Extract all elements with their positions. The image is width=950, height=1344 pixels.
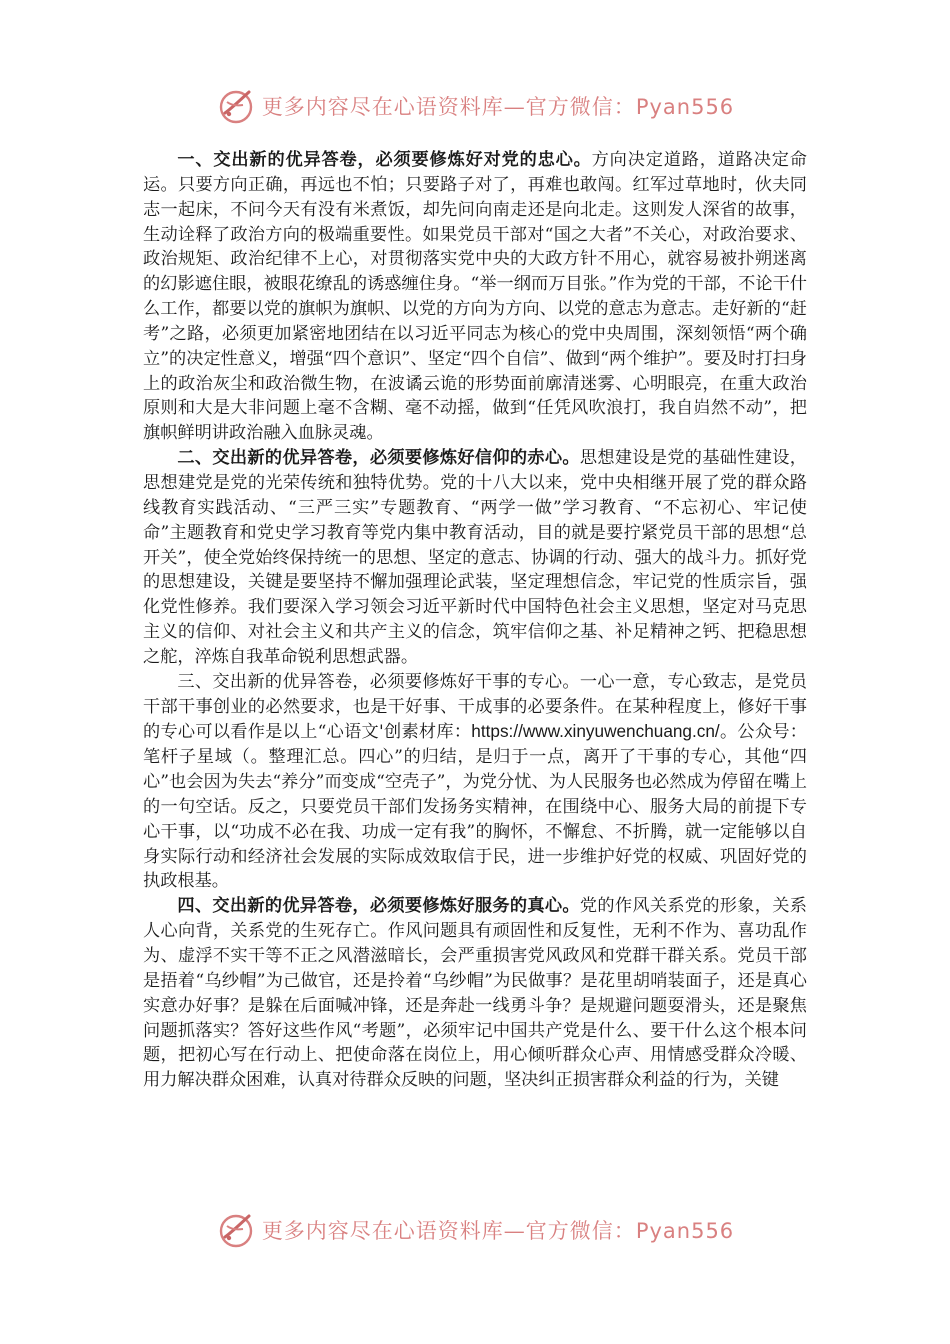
watermark-label: 更多内容尽在心语资料库—官方微信： bbox=[261, 1219, 636, 1243]
paragraph-3 bbox=[143, 670, 807, 895]
paragraph-4-body: 党的作风关系党的形象，关系人心向背，关系党的生死存亡。作风问题具有顽固性和反复性，无利不作为、喜功乱作为、虚浮不实干等不正之风潜滋暗长，会严重损害党风政风和党群干群关系。党员干部是捂着“乌纱帽”为己做官，还是拎着“乌纱帽”为民做事？是花里胡哨装面子，还是真心实意办好事？是躲在后面喊冲锋，还是奔赴一线勇斗争？是规避问题耍滑头，还是聚焦问题抓落实？答好这些作风“考题”，必须牢记中国共产党是什么、要干什么这个根本问题，把初心写在行动上、把使命落在岗位上，用心倾听群众心声、用情感受群众冷暖、用力解决群众困难，认真对待群众反映的问题，坚决纠正损害群众利益的行为，关键 bbox=[143, 896, 807, 1091]
paragraph-3-body-end: 。公众号：笔杆子星域（。整理汇总。四心”的归结，是归于一点，离开了干事的专心，其他“四心”也会因为失去“养分”而变成“空壳子”，为党分忧、为人民服务也必然成为停留在嘴上的一句空话。反之，只要党员干部们发扬务实精神，在围绕中心、服务大局的前提下专心干事，以“功成不必在我、功成一定有我”的胸怀，不懈怠、不折腾，就一定能够以自身实际行动和经济社会发展的实际成效取信于民，进一步维护好党的权威、巩固好党的执政根基。 bbox=[143, 722, 807, 892]
paragraph-1 bbox=[143, 148, 807, 446]
article-body bbox=[143, 148, 807, 1093]
watermark-text bbox=[262, 1215, 734, 1245]
paragraph-1-heading: 一、交出新的优异答卷，必须要修炼好对党的忠心。 bbox=[177, 150, 592, 170]
paragraph-4 bbox=[143, 894, 807, 1093]
pen-seal-icon bbox=[216, 86, 256, 126]
watermark-text bbox=[262, 91, 734, 121]
watermark-label: 更多内容尽在心语资料库—官方微信： bbox=[261, 95, 636, 119]
watermark-wechat-id: Pyan556 bbox=[635, 1219, 735, 1243]
header-watermark bbox=[0, 84, 950, 128]
footer-watermark bbox=[0, 1208, 950, 1252]
source-url-link[interactable]: https://www.xinyuwenchuang.cn/ bbox=[471, 721, 720, 742]
paragraph-2-heading: 二、交出新的优异答卷，必须要修炼好信仰的赤心。 bbox=[177, 448, 580, 469]
paragraph-4-heading: 四、交出新的优异答卷，必须要修炼好服务的真心。 bbox=[177, 896, 580, 917]
watermark-wechat-id: Pyan556 bbox=[635, 95, 735, 119]
paragraph-2 bbox=[143, 446, 807, 670]
paragraph-2-body: 思想建设是党的基础性建设，思想建党是党的光荣传统和独特优势。党的十八大以来，党中央相继开展了党的群众路线教育实践活动、“三严三实”专题教育、“两学一做”学习教育、“不忘初心、牢记使命”主题教育和党史学习教育等党内集中教育活动，目的就是要拧紧党员干部的思想“总开关”，使全党始终保持统一的思想、坚定的意志、协调的行动、强大的战斗力。抓好党的思想建设，关键是要坚持不懈加强理论武装，坚定理想信念，牢记党的性质宗旨，强化党性修养。我们要深入学习领会习近平新时代中国特色社会主义思想，坚定对马克思主义的信仰、对社会主义和共产主义的信念，筑牢信仰之基、补足精神之钙、把稳思想之舵，淬炼自我革命锐利思想武器。 bbox=[143, 448, 807, 667]
pen-seal-icon bbox=[216, 1210, 256, 1250]
paragraph-1-body: 方向决定道路，道路决定命运。只要方向正确，再远也不怕；只要路子对了，再难也敢闯。红军过草地时，伙夫同志一起床，不问今天有没有米煮饭，却先问向南走还是向北走。这则发人深省的故事，生动诠释了政治方向的极端重要性。如果党员干部对“国之大者”不关心，对政治要求、政治规矩、政治纪律不上心，对贯彻落实党中央的大政方针不用心，就容易被扑朔迷离的幻影遮住眼，被眼花缭乱的诱惑缠住身。“举一纲而万目张。”作为党的干部，不论干什么工作，都要以党的旗帜为旗帜、以党的方向为方向、以党的意志为意志。走好新的“赶考”之路，必须更加紧密地团结在以习近平同志为核心的党中央周围，深刻领悟“两个确立”的决定性意义，增强“四个意识”、坚定“四个自信”、做到“两个维护”。要及时打扫身上的政治灰尘和政治微生物，在波谲云诡的形势面前廓清迷雾、心明眼亮，在重大政治原则和大是大非问题上毫不含糊、毫不动摇，做到“任凭风吹浪打，我自岿然不动”，把旗帜鲜明讲政治融入血脉灵魂。 bbox=[143, 150, 807, 444]
paragraph-3-body-start: 三、交出新的优异答卷，必须要修炼好干事的专心。一心一意，专心致志，是党员干部干事创业的必然要求，也是干好事、干成事的必要条件。在某种程度上，修好干事的专心可以看作是以上“心语文'创素材库： bbox=[143, 671, 807, 743]
